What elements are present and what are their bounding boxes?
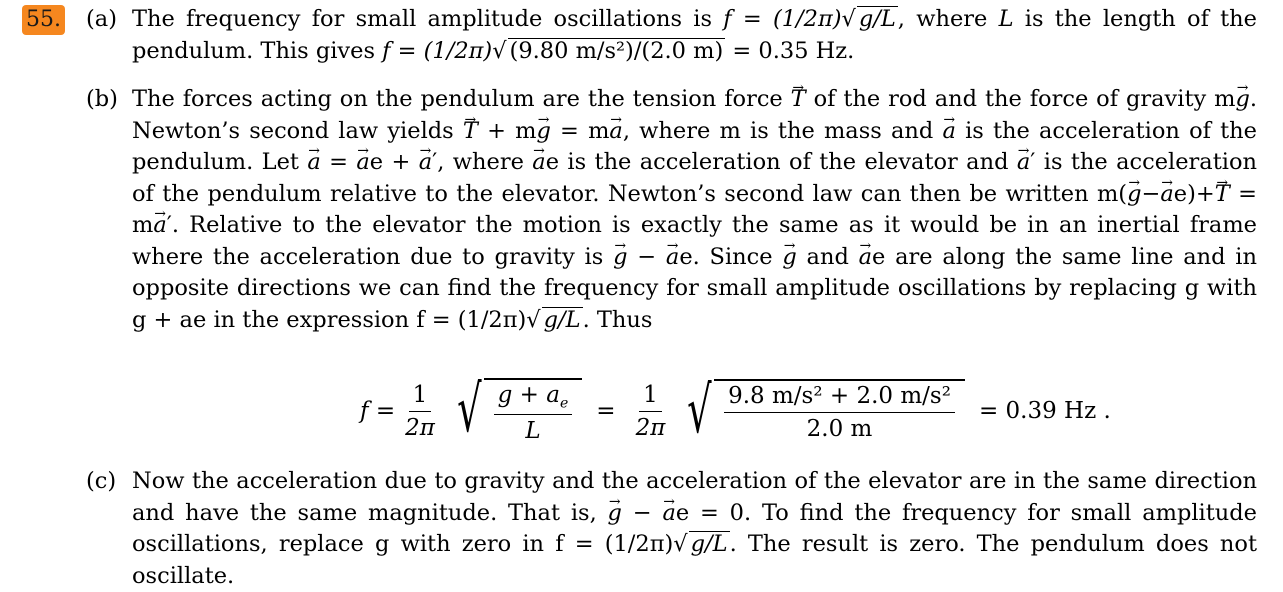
part-a-text-2: , where <box>897 6 999 32</box>
vec-a: → a <box>1017 149 1030 175</box>
b-t1: The forces acting on the pendulum are the tension force <box>132 86 791 112</box>
b-t17: − <box>627 243 666 270</box>
eq-num-symbolic: g + a <box>497 381 560 408</box>
b-t12: ′ is the acceleration of the pendulum relative to the elevator. Newton’s second law can then be written m( <box>132 149 1257 207</box>
vec-g: → g <box>1127 181 1141 207</box>
b-t4: + m <box>477 117 537 144</box>
b-t11: e is the acceleration of the elevator and <box>545 149 1017 175</box>
eq-f: f = <box>360 398 396 424</box>
eq-denominator-2pi: 2π <box>405 414 435 441</box>
vec-g: → g <box>536 118 550 144</box>
part-a-sqrt-2: (9.80 m/s²)/(2.0 m) <box>509 37 724 64</box>
b-t3: . Newton’s second law yields <box>132 86 1257 144</box>
b-t15: = m <box>132 180 1257 238</box>
sqrt-numeric: √ $\frac{\text{9.8 m/s² + 2.0 m/s²}}{2.0 m}$ <box>679 379 965 443</box>
eq-result: = 0.39 Hz . <box>978 398 1111 424</box>
part-a-formula: f = (1/2π) <box>723 6 842 32</box>
b-t8: = <box>320 149 357 175</box>
problem-number-badge: 55. <box>22 5 65 35</box>
c-t1: Now the acceleration due to gravity and the acceleration of the elevator are in the same direction and have the same magnitude. That is, <box>132 468 1257 526</box>
vec-T: → T <box>791 86 806 112</box>
eq-den-numeric: 2.0 m <box>806 416 873 442</box>
vec-a: → a <box>662 500 675 526</box>
vec-a: → a <box>666 244 679 270</box>
fraction-1-over-2pi-2 <box>632 382 670 441</box>
b-t18: e. Since <box>679 243 783 270</box>
b-t7: is the acceleration of the pendulum. Let <box>132 117 1257 175</box>
part-a-result: = 0.35 Hz. <box>725 37 855 64</box>
vec-a: → a <box>419 149 432 175</box>
part-a-formula-2: f = (1/2π) <box>382 37 493 64</box>
vec-g: → g <box>608 500 622 526</box>
c-t2: − <box>621 499 663 526</box>
part-b-text: The forces acting on the pendulum are the tension force → T of the rod and the force of gravity m→ g. Newton’s second law yields → T + m→ g = m→ a, where m is the mass and → a is the acceleration of the pendulum. Let → a = → ae + → a′, where → ae is the acceleration of the elevator and → a′ is the acceleration of the pendulum relative to the elevator. Newton’s second law can then be written m(→ g−→ ae)+→ T = m→ a′. Relative to the elevator the motion is exactly the same as it would be in an inertial frame where the acceleration due to gravity is → g − → ae. Since → g and → ae are along the same line and in opposite directions we can find the frequency for small amplitude oscillations by replacing g with g + ae in the expression f = (1/2π)√ g/L. Thus <box>132 84 1257 336</box>
c-t3: e = 0. To find the frequency for small amplitude oscillations, replace g with zero in f = (1/2π) <box>132 499 1257 557</box>
eq-numerator-1: 1 <box>409 382 432 412</box>
eq-numerator-1b: 1 <box>639 382 662 412</box>
vec-a: → a <box>532 149 545 175</box>
vec-g: → g <box>1235 86 1249 112</box>
vec-a: → a <box>356 149 369 175</box>
vec-a: → a <box>153 212 166 238</box>
b-t6: , where m is the mass and <box>622 117 943 144</box>
b-t10: ′, where <box>432 149 533 175</box>
fraction-1-over-2pi <box>401 382 439 441</box>
vec-a: → a <box>942 118 955 144</box>
b-t22: . Thus <box>582 306 653 333</box>
vec-T: → T <box>463 118 478 144</box>
vec-a: → a <box>1160 181 1173 207</box>
b-t5: = m <box>550 117 610 144</box>
eq-sub-e: e <box>559 395 569 412</box>
part-a-text-3: is the length of the pendulum. This gives <box>132 6 1257 64</box>
sqrt-symbolic: √ $\frac{g + a_e}{L}$ <box>449 378 582 445</box>
part-b <box>86 84 1257 336</box>
vec-a: → a <box>609 118 622 144</box>
part-c-text: Now the acceleration due to gravity and the acceleration of the elevator are in the same direction and have the same magnitude. That is, → g − → ae = 0. To find the frequency for small amplitude oscillations, replace g with zero in f = (1/2π)√ g/L. The result is zero. The pendulum does not oscillate. <box>132 466 1257 592</box>
vec-T: → T <box>1215 181 1230 207</box>
part-a-sentence: The frequency for small amplitude oscillations is <box>132 6 724 32</box>
eq-denominator-2pi-b: 2π <box>635 414 666 441</box>
var-L: L <box>998 6 1014 32</box>
frequency-equation <box>360 356 1121 466</box>
b-t21: e in the expression f = (1/2π) <box>192 306 527 333</box>
part-a <box>86 4 1257 67</box>
b-t19: and <box>796 243 859 270</box>
vec-g: → g <box>782 244 796 270</box>
b-t2: of the rod and the force of gravity m <box>805 86 1236 112</box>
part-b-sqrt: g/L <box>543 306 581 333</box>
eq-num-numeric: 9.8 m/s² + 2.0 m/s² <box>724 383 955 413</box>
part-a-label: (a) <box>86 6 117 32</box>
b-t16: ′. Relative to the elevator the motion is exactly the same as it would be in an inertial frame where the acceleration due to gravity is <box>132 212 1257 270</box>
part-a-text: The frequency for small amplitude oscillations is f = (1/2π)√ g/L, where L is the length of the pendulum. This gives f = (1/2π)√ (9.80 m/s²)/(2.0 m) = 0.35 Hz. <box>132 6 1257 64</box>
part-c <box>86 466 1257 592</box>
eq-den-symbolic: L <box>525 418 541 445</box>
vec-a: → a <box>307 149 320 175</box>
vec-g: → g <box>613 244 627 270</box>
c-t4: . The result is zero. The pendulum does not oscillate. <box>132 531 1257 589</box>
part-c-sqrt: g/L <box>690 531 728 557</box>
part-b-label: (b) <box>86 86 118 112</box>
b-t14: e)+ <box>1173 180 1215 207</box>
part-c-label: (c) <box>86 468 117 494</box>
part-a-sqrt: g/L <box>858 6 896 32</box>
b-t13: − <box>1141 180 1161 207</box>
vec-a: → a <box>859 244 872 270</box>
b-t9: e + <box>369 149 419 175</box>
eq-equals: = <box>596 398 616 424</box>
b-t20: e are along the same line and in opposite directions we can find the frequency for small amplitude oscillations by replacing g with g + a <box>132 243 1257 333</box>
